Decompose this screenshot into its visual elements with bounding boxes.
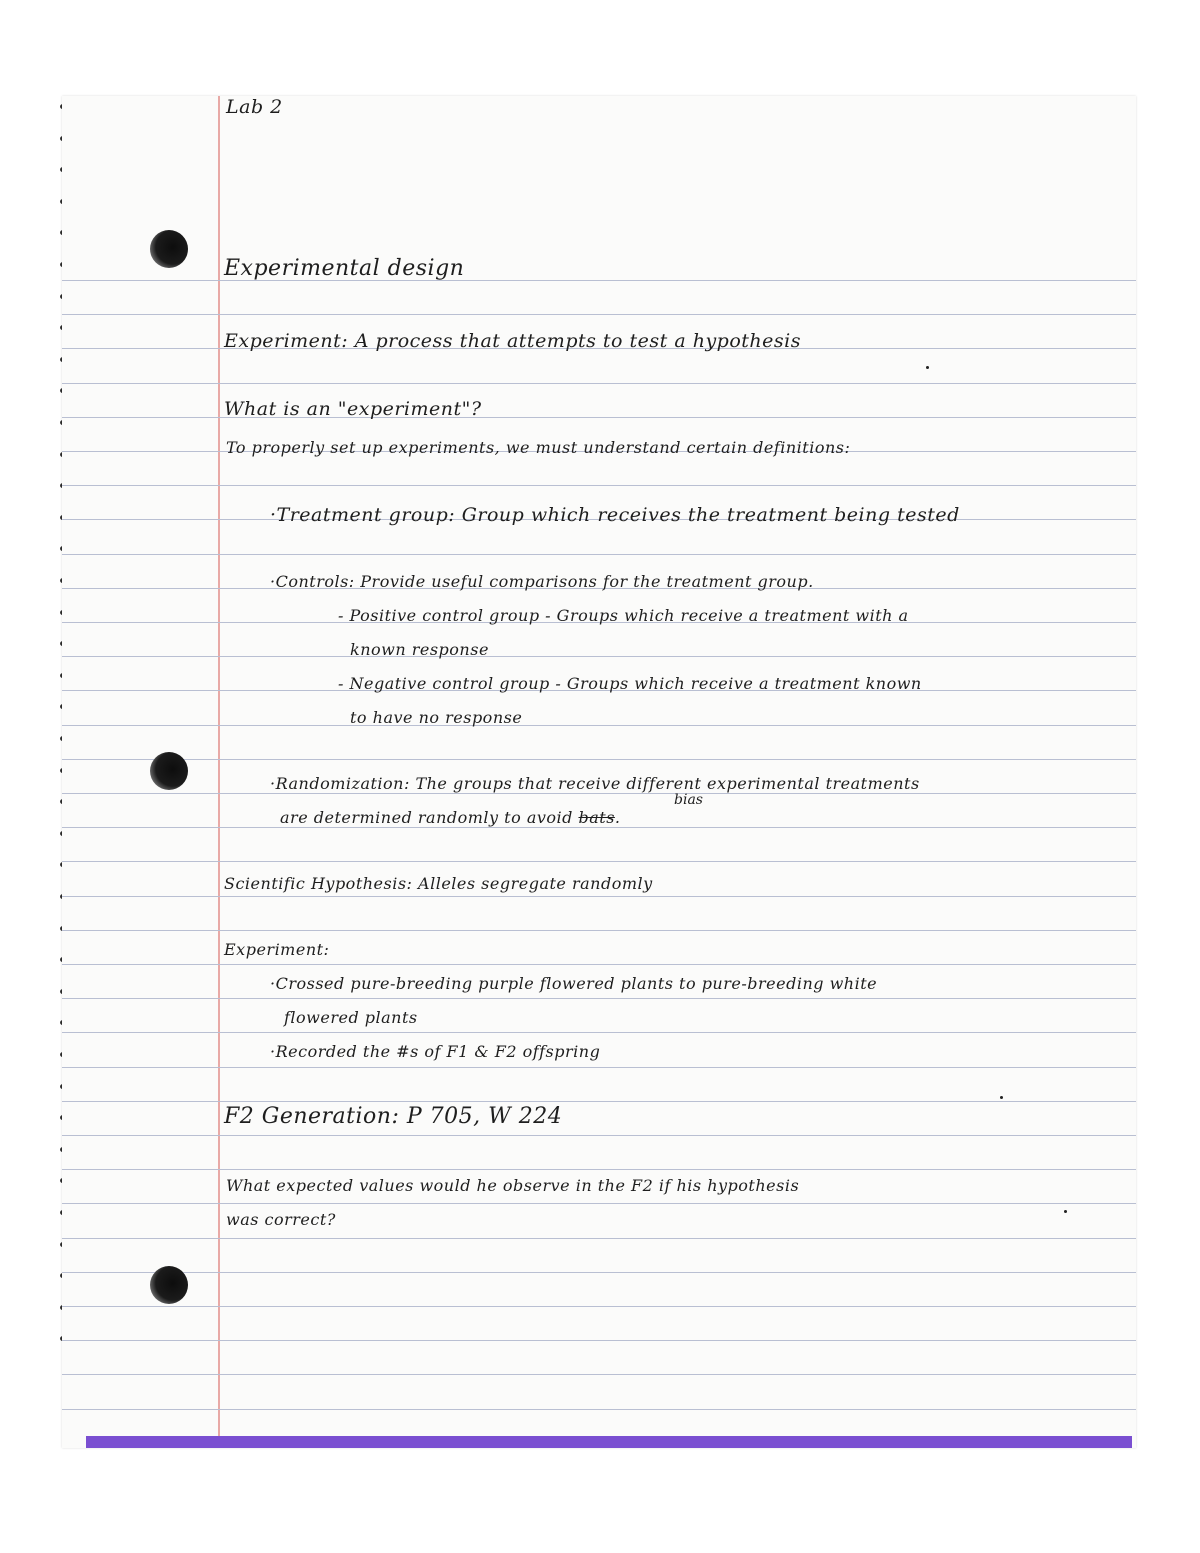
question-expected-values-1: What expected values would he observe in the F2 if his hypothesis — [226, 1176, 800, 1195]
margin-line — [218, 96, 220, 1448]
ruled-line — [62, 314, 1136, 315]
ruled-line — [62, 1135, 1136, 1136]
controls-item: ·Controls: Provide useful comparisons for the treatment group. — [270, 572, 814, 591]
ruled-line — [62, 656, 1136, 657]
ruled-line — [62, 383, 1136, 384]
ruled-line — [62, 1340, 1136, 1341]
experiment-definition: Experiment: A process that attempts to test a hypothesis — [224, 330, 801, 352]
f2-generation: F2 Generation: P 705, W 224 — [224, 1104, 563, 1129]
scientific-hypothesis: Scientific Hypothesis: Alleles segregate randomly — [224, 874, 653, 893]
ruled-line — [62, 1169, 1136, 1170]
ruled-line — [62, 896, 1136, 897]
experiment-item-1-line-1: ·Crossed pure-breeding purple flowered plants to pure-breeding white — [270, 974, 878, 993]
ruled-line — [62, 725, 1136, 726]
question-experiment: What is an "experiment"? — [224, 398, 482, 420]
ruled-line — [62, 485, 1136, 486]
ruled-line — [62, 964, 1136, 965]
ruled-line — [62, 1238, 1136, 1239]
definitions-intro: To properly set up experiments, we must understand certain definitions: — [226, 438, 851, 457]
treatment-group-item: ·Treatment group: Group which receives the treatment being tested — [270, 504, 960, 526]
ruled-line — [62, 793, 1136, 794]
struck-word: bats — [578, 808, 615, 827]
ruled-line — [62, 1101, 1136, 1102]
positive-control-line-1: - Positive control group - Groups which receive a treatment with a — [338, 606, 909, 625]
negative-control-line-1: - Negative control group - Groups which receive a treatment known — [338, 674, 922, 693]
randomization-period: . — [614, 808, 621, 827]
ruled-line — [62, 998, 1136, 999]
positive-control-line-2: known response — [350, 640, 489, 659]
ruled-line — [62, 827, 1136, 828]
bottom-band — [86, 1436, 1132, 1448]
randomization-text: are determined randomly to avoid — [280, 808, 573, 827]
negative-control-line-2: to have no response — [350, 708, 523, 727]
ruled-line — [62, 1032, 1136, 1033]
ruled-line — [62, 1374, 1136, 1375]
punch-hole — [150, 752, 188, 790]
ink-dot — [926, 366, 929, 369]
correction-word: bias — [674, 792, 703, 808]
page-title: Experimental design — [224, 256, 465, 281]
ruled-line — [62, 1306, 1136, 1307]
ruled-line — [62, 1272, 1136, 1273]
randomization-line-2 — [280, 808, 621, 827]
ink-dot — [1064, 1210, 1067, 1213]
randomization-line-1: ·Randomization: The groups that receive different experimental treatments — [270, 774, 920, 793]
ruled-line — [62, 930, 1136, 931]
ruled-line — [62, 759, 1136, 760]
ruled-line — [62, 861, 1136, 862]
experiment-item-1-line-2: flowered plants — [284, 1008, 418, 1027]
punch-hole — [150, 230, 188, 268]
ruled-line — [62, 1203, 1136, 1204]
page-header: Lab 2 — [226, 96, 283, 118]
experiment-label: Experiment: — [224, 940, 330, 959]
experiment-item-2: ·Recorded the #s of F1 & F2 offspring — [270, 1042, 601, 1061]
notebook-page — [62, 96, 1136, 1448]
ruled-line — [62, 1067, 1136, 1068]
ink-dot — [1000, 1096, 1003, 1099]
ruled-line — [62, 1409, 1136, 1410]
question-expected-values-2: was correct? — [226, 1210, 336, 1229]
punch-hole — [150, 1266, 188, 1304]
ruled-line — [62, 554, 1136, 555]
